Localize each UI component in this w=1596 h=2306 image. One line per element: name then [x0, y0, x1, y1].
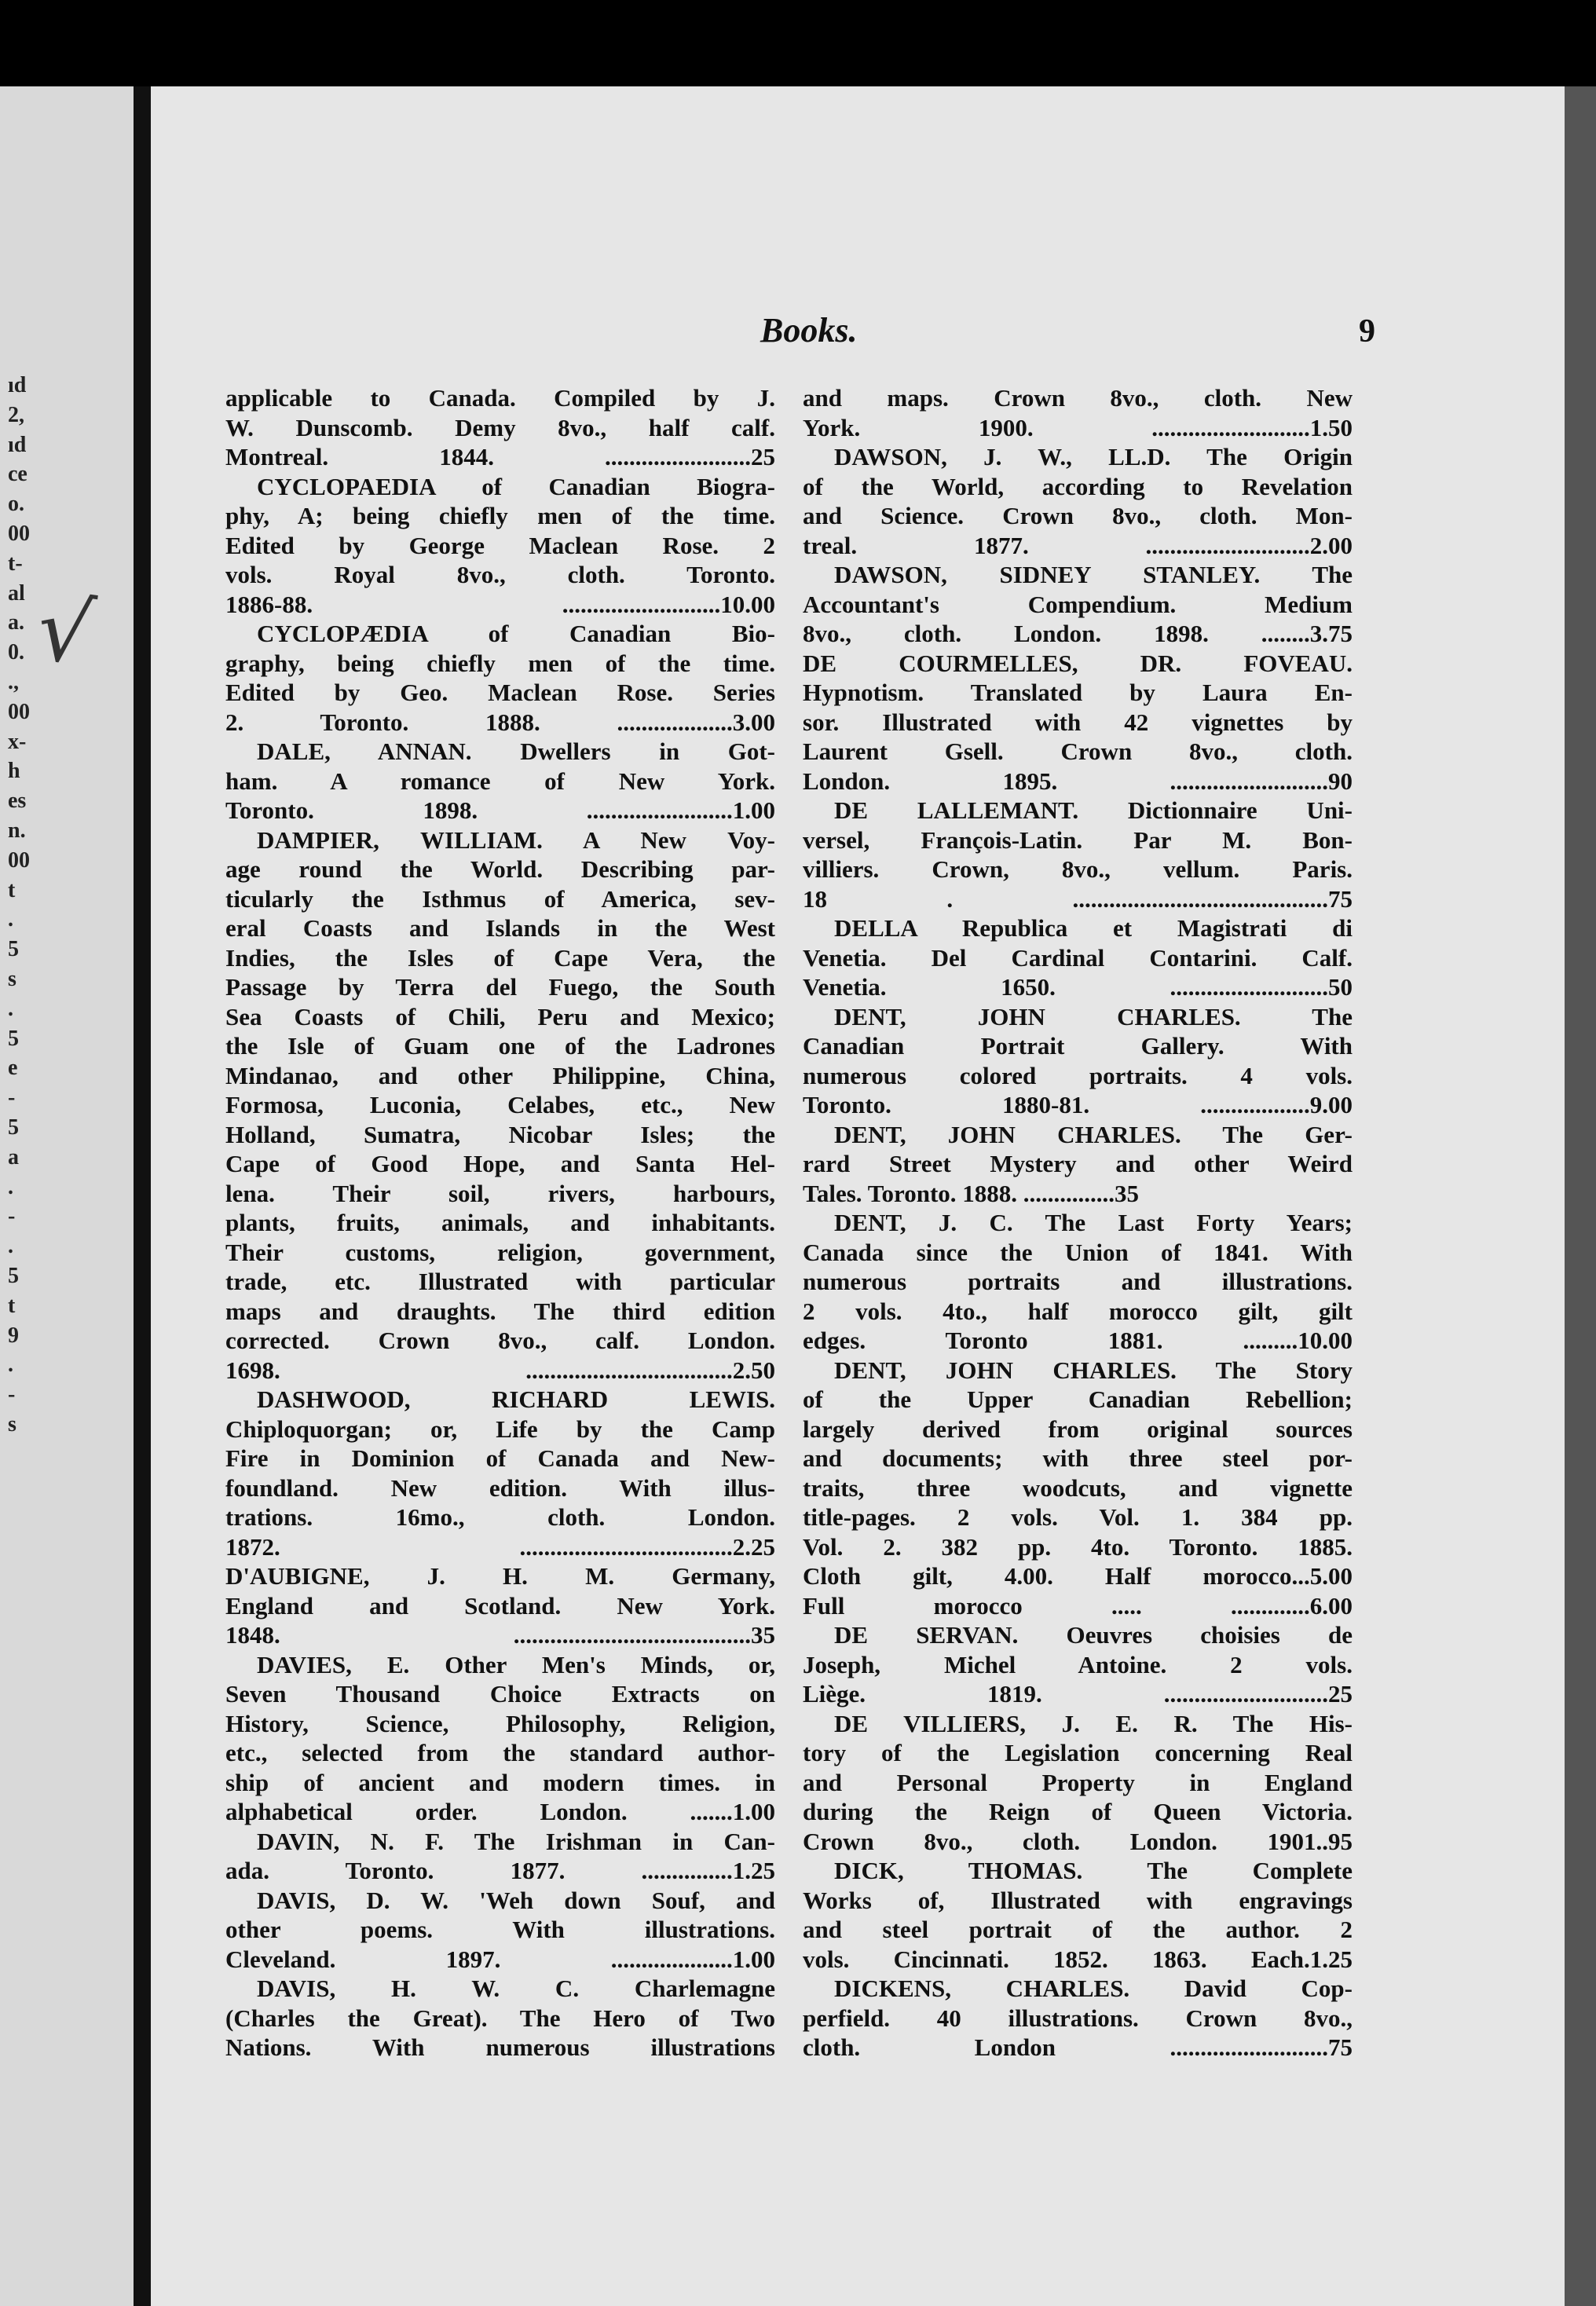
text-line: maps and draughts. The third edition [225, 1297, 775, 1325]
margin-fragment: s [8, 967, 16, 991]
text-line: 1872. ...................................2.25 [225, 1532, 775, 1561]
text-line: Cape of Good Hope, and Santa Hel- [225, 1150, 775, 1177]
margin-fragment: t [8, 877, 16, 902]
margin-fragment: ıd [8, 373, 27, 397]
text-line: Liège. 1819. ...........................25 [803, 1680, 1353, 1708]
text-line: Hypnotism. Translated by Laura En- [803, 679, 1353, 706]
text-line: alphabetical order. London. .......1.00 [225, 1798, 775, 1825]
text-line: Their customs, religion, government, [225, 1238, 775, 1266]
margin-fragment: ıd [8, 432, 27, 457]
margin-fragment: 00 [8, 847, 30, 873]
text-line: eral Coasts and Islands in the West [225, 914, 775, 942]
text-line: DALE, ANNAN. Dwellers in Got- [257, 738, 775, 765]
text-line: Sea Coasts of Chili, Peru and Mexico; [225, 1002, 775, 1030]
margin-fragment: ce [8, 462, 27, 487]
text-line: during the Reign of Queen Victoria. [803, 1798, 1353, 1825]
text-line: Vol. 2. 382 pp. 4to. Toronto. 1885. [803, 1532, 1353, 1561]
text-line: ship of ancient and modern times. in [225, 1768, 775, 1796]
text-line: Montreal. 1844. ........................25 [225, 443, 775, 470]
text-line: and documents; with three steel por- [803, 1444, 1353, 1472]
text-line: 8vo., cloth. London. 1898. ........3.75 [803, 620, 1353, 647]
text-line: Chiploquorgan; or, Life by the Camp [225, 1415, 775, 1443]
text-line: Edited by George Maclean Rose. 2 [225, 531, 775, 559]
margin-fragment: . [8, 907, 13, 932]
text-line: Venetia. 1650. ..........................50 [803, 973, 1353, 1001]
text-line: trations. 16mo., cloth. London. [225, 1503, 775, 1531]
text-line: DASHWOOD, RICHARD LEWIS. [257, 1385, 775, 1413]
text-line: W. Dunscomb. Demy 8vo., half calf. [225, 413, 775, 441]
text-line: and steel portrait of the author. 2 [803, 1916, 1353, 1943]
handwritten-checkmark-icon: √ [31, 577, 100, 686]
text-line: applicable to Canada. Compiled by J. [225, 384, 775, 412]
text-line: York. 1900. ..........................1.50 [803, 413, 1353, 441]
text-line: 2 vols. 4to., half morocco gilt, gilt [803, 1297, 1353, 1325]
text-line: Passage by Terra del Fuego, the South [225, 973, 775, 1001]
text-line: Laurent Gsell. Crown 8vo., cloth. [803, 738, 1353, 765]
text-line: traits, three woodcuts, and vignette [803, 1473, 1353, 1502]
text-line: Seven Thousand Choice Extracts on [225, 1680, 775, 1708]
margin-fragment: . [8, 996, 13, 1021]
text-line: DAWSON, J. W., LL.D. The Origin [834, 443, 1353, 470]
text-line: rard Street Mystery and other Weird [803, 1150, 1353, 1177]
page-number: 9 [1359, 313, 1375, 350]
text-line: 1848. .......................................35 [225, 1621, 775, 1649]
text-line: vols. Royal 8vo., cloth. Toronto. [225, 561, 775, 588]
text-line: DICKENS, CHARLES. David Cop- [834, 1975, 1353, 2002]
margin-fragment: 00 [8, 699, 30, 724]
text-line: ada. Toronto. 1877. ...............1.25 [225, 1857, 775, 1884]
text-line: Canada since the Union of 1841. With [803, 1238, 1353, 1266]
text-line: versel, François-Latin. Par M. Bon- [803, 825, 1353, 854]
text-line: CYCLOPÆDIA of Canadian Bio- [257, 620, 775, 647]
text-line: DAWSON, SIDNEY STANLEY. The [834, 561, 1353, 588]
text-line: Toronto. 1898. ........................1.00 [225, 796, 775, 824]
text-line: (Charles the Great). The Hero of Two [225, 2004, 775, 2032]
text-line: DAVIS, H. W. C. Charlemagne [257, 1975, 775, 2002]
text-line: trade, etc. Illustrated with particular [225, 1268, 775, 1295]
text-line: perfield. 40 illustrations. Crown 8vo., [803, 2004, 1353, 2032]
text-line: etc., selected from the standard author- [225, 1739, 775, 1766]
right-column [803, 383, 1353, 2063]
text-line: and Science. Crown 8vo., cloth. Mon- [803, 502, 1353, 529]
text-line: DE VILLIERS, J. E. R. The His- [834, 1709, 1353, 1737]
text-line: edges. Toronto 1881. .........10.00 [803, 1327, 1353, 1354]
text-line: DAVIN, N. F. The Irishman in Can- [257, 1827, 775, 1855]
text-line: foundland. New edition. With illus- [225, 1473, 775, 1502]
text-line: Fire in Dominion of Canada and New- [225, 1444, 775, 1472]
text-line: DENT, JOHN CHARLES. The Story [834, 1356, 1353, 1384]
text-line: phy, A; being chiefly men of the time. [225, 502, 775, 529]
page-right-edge [1565, 86, 1596, 2306]
margin-fragment: a [8, 1144, 19, 1169]
text-line: 1698. ..................................2.50 [225, 1356, 775, 1384]
text-line: Full morocco ..... .............6.00 [803, 1591, 1353, 1620]
margin-fragment: 5 [8, 1264, 19, 1288]
text-line: Mindanao, and other Philippine, China, [225, 1061, 775, 1089]
text-line: Nations. With numerous illustrations [225, 2033, 775, 2061]
text-line: DE SERVAN. Oeuvres choisies de [834, 1621, 1353, 1649]
margin-fragment: n. [8, 818, 26, 843]
text-line: 1886-88. ..........................10.00 [225, 590, 775, 618]
text-line: largely derived from original sources [803, 1415, 1353, 1443]
text-line: vols. Cincinnati. 1852. 1863. Each.1.25 [803, 1945, 1353, 1973]
text-line: Edited by Geo. Maclean Rose. Series [225, 679, 775, 706]
margin-fragment: - [8, 1085, 16, 1111]
margin-fragment: - [8, 1382, 16, 1407]
text-line: graphy, being chiefly men of the time. [225, 649, 775, 677]
margin-fragment: es [8, 789, 27, 814]
text-line: 2. Toronto. 1888. ...................3.00 [225, 708, 775, 736]
text-line: corrected. Crown 8vo., calf. London. [225, 1327, 775, 1354]
text-line: Toronto. 1880-81. ..................9.00 [803, 1091, 1353, 1118]
text-line: CYCLOPAEDIA of Canadian Biogra- [257, 472, 775, 500]
text-line: Crown 8vo., cloth. London. 1901..95 [803, 1827, 1353, 1855]
text-line: DAMPIER, WILLIAM. A New Voy- [257, 825, 775, 854]
text-line: the Isle of Guam one of the Ladrones [225, 1032, 775, 1060]
margin-fragment: t- [8, 551, 23, 576]
text-line: DENT, JOHN CHARLES. The Ger- [834, 1120, 1353, 1148]
text-line: numerous portraits and illustrations. [803, 1268, 1353, 1295]
text-line: Tales. Toronto. 1888. ...............35 [803, 1179, 1140, 1207]
text-line: DENT, J. C. The Last Forty Years; [834, 1209, 1353, 1236]
text-line: cloth. London ..........................75 [803, 2033, 1353, 2061]
text-line: tory of the Legislation concerning Real [803, 1739, 1353, 1766]
margin-fragment: al [8, 580, 25, 606]
text-line: title-pages. 2 vols. Vol. 1. 384 pp. [803, 1503, 1353, 1531]
margin-fragment: h [8, 759, 20, 784]
left-column [225, 383, 775, 2063]
text-line: 18 . ..........................................75 [803, 884, 1353, 913]
text-line: Formosa, Luconia, Celabes, etc., New [225, 1091, 775, 1118]
margin-fragment: 5 [8, 937, 19, 962]
margin-fragment: 0. [8, 640, 24, 665]
text-line: Cloth gilt, 4.00. Half morocco...5.00 [803, 1562, 1353, 1590]
text-line: Venetia. Del Cardinal Contarini. Calf. [803, 943, 1353, 972]
text-line: D'AUBIGNE, J. H. M. Germany, [225, 1562, 775, 1590]
text-line: England and Scotland. New York. [225, 1591, 775, 1620]
text-line: Indies, the Isles of Cape Vera, the [225, 943, 775, 972]
text-line: and Personal Property in England [803, 1768, 1353, 1796]
book-gutter [134, 86, 151, 2306]
text-line: of the Upper Canadian Rebellion; [803, 1385, 1353, 1413]
text-line: age round the World. Describing par- [225, 855, 775, 883]
text-line: other poems. With illustrations. [225, 1916, 775, 1943]
margin-fragment: x- [8, 729, 27, 754]
margin-fragment: t [8, 1293, 16, 1318]
text-line: Cleveland. 1897. ....................1.00 [225, 1945, 775, 1973]
text-line: treal. 1877. ...........................2.00 [803, 531, 1353, 559]
margin-fragment: a. [8, 610, 24, 635]
text-line: DAVIES, E. Other Men's Minds, or, [257, 1650, 775, 1678]
text-line: Works of, Illustrated with engravings [803, 1886, 1353, 1914]
text-line: and maps. Crown 8vo., cloth. New [803, 384, 1353, 412]
text-line: villiers. Crown, 8vo., vellum. Paris. [803, 855, 1353, 883]
margin-fragment: ., [8, 670, 19, 694]
text-line: London. 1895. ..........................90 [803, 767, 1353, 795]
margin-fragment: 5 [8, 1115, 19, 1140]
margin-fragment: e [8, 1056, 18, 1081]
margin-fragment: . [8, 1234, 13, 1259]
margin-fragment: 5 [8, 1026, 19, 1051]
margin-fragment: 00 [8, 522, 30, 546]
text-line: History, Science, Philosophy, Religion, [225, 1709, 775, 1737]
margin-fragment: o. [8, 492, 24, 517]
running-head: Books. [760, 311, 858, 350]
margin-fragment: 9 [8, 1323, 19, 1348]
text-line: Canadian Portrait Gallery. With [803, 1032, 1353, 1060]
text-line: DAVIS, D. W. 'Weh down Souf, and [257, 1886, 775, 1914]
margin-fragment: . [8, 1352, 13, 1378]
margin-fragment: s [8, 1412, 16, 1437]
text-line: sor. Illustrated with 42 vignettes by [803, 708, 1353, 736]
text-line: DE LALLEMANT. Dictionnaire Uni- [834, 796, 1353, 824]
text-line: numerous colored portraits. 4 vols. [803, 1061, 1353, 1089]
text-line: lena. Their soil, rivers, harbours, [225, 1179, 775, 1207]
margin-fragment: - [8, 1204, 16, 1229]
text-line: plants, fruits, animals, and inhabitants. [225, 1209, 775, 1236]
text-line: ticularly the Isthmus of America, sev- [225, 884, 775, 913]
text-line: DELLA Republica et Magistrati di [834, 914, 1353, 942]
margin-fragment: . [8, 1174, 13, 1199]
text-line: DICK, THOMAS. The Complete [834, 1857, 1353, 1884]
text-line: Joseph, Michel Antoine. 2 vols. [803, 1650, 1353, 1678]
text-line: Accountant's Compendium. Medium [803, 590, 1353, 618]
text-line: Holland, Sumatra, Nicobar Isles; the [225, 1120, 775, 1148]
text-line: ham. A romance of New York. [225, 767, 775, 795]
margin-fragment: 2, [8, 402, 24, 427]
text-line: DENT, JOHN CHARLES. The [834, 1002, 1353, 1030]
text-line: of the World, according to Revelation [803, 472, 1353, 500]
text-line: DE COURMELLES, DR. FOVEAU. [803, 649, 1353, 677]
